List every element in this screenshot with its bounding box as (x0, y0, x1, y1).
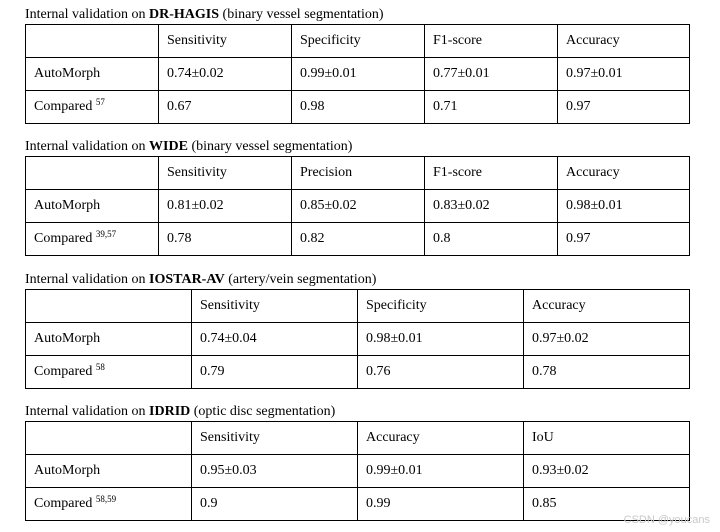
table-iostar-av (25, 289, 690, 389)
table-wide (25, 156, 690, 256)
value-cell: 0.99±0.01 (358, 455, 524, 488)
row-label: Compared $^{57}$ (26, 91, 159, 124)
table-row (26, 323, 690, 356)
value-cell: 0.67 (159, 91, 292, 124)
row-label: Compared $^{58,59}$ (26, 488, 192, 521)
value-cell: 0.97 (558, 223, 690, 256)
table-idrid (25, 421, 690, 521)
table-row (26, 223, 690, 256)
value-cell: 0.82 (292, 223, 425, 256)
value-cell: 0.97 (558, 91, 690, 124)
value-cell: 0.77±0.01 (425, 58, 558, 91)
value-cell: 0.85±0.02 (292, 190, 425, 223)
header-cell: Sensitivity (192, 422, 358, 455)
header-cell-empty (26, 422, 192, 455)
caption-prefix: Internal validation on (25, 7, 150, 22)
table-1-caption (25, 7, 384, 23)
value-cell: 0.93±0.02 (524, 455, 690, 488)
table-row (26, 488, 690, 521)
caption-suffix: (binary vessel segmentation) (187, 139, 353, 154)
value-cell: 0.97±0.01 (558, 58, 690, 91)
citation-ref: 57 (95, 97, 105, 107)
table-row (26, 58, 690, 91)
value-cell: 0.9 (192, 488, 358, 521)
dataset-name: IDRID (149, 404, 191, 419)
header-cell: Accuracy (358, 422, 524, 455)
value-cell: 0.85 (524, 488, 690, 521)
dataset-name: WIDE (149, 139, 188, 154)
header-cell-empty (26, 25, 159, 58)
value-cell: 0.78 (524, 356, 690, 389)
caption-prefix: Internal validation on (25, 272, 150, 287)
header-row (26, 25, 690, 58)
header-cell: Accuracy (524, 290, 690, 323)
value-cell: 0.97±0.02 (524, 323, 690, 356)
caption-suffix: (artery/vein segmentation) (224, 272, 377, 287)
header-cell: Sensitivity (159, 157, 292, 190)
header-cell: F1-score (425, 157, 558, 190)
value-cell: 0.71 (425, 91, 558, 124)
caption-prefix: Internal validation on (25, 404, 150, 419)
header-cell: Accuracy (558, 157, 690, 190)
value-cell: 0.98±0.01 (358, 323, 524, 356)
row-label: AutoMorph (26, 455, 192, 488)
header-cell-empty (26, 157, 159, 190)
table-row (26, 356, 690, 389)
header-cell: IoU (524, 422, 690, 455)
dataset-name: DR-HAGIS (149, 7, 220, 22)
value-cell: 0.98 (292, 91, 425, 124)
table-2-caption (25, 139, 352, 155)
table-dr-hagis (25, 24, 690, 124)
header-cell: Precision (292, 157, 425, 190)
value-cell: 0.99±0.01 (292, 58, 425, 91)
header-row (26, 422, 690, 455)
row-label: Compared $^{39,57}$ (26, 223, 159, 256)
header-cell: Accuracy (558, 25, 690, 58)
value-cell: 0.74±0.04 (192, 323, 358, 356)
caption-prefix: Internal validation on (25, 139, 150, 154)
table-row (26, 91, 690, 124)
header-cell-empty (26, 290, 192, 323)
citation-ref: 58 (95, 362, 105, 372)
value-cell: 0.81±0.02 (159, 190, 292, 223)
row-label: Compared $^{58}$ (26, 356, 192, 389)
value-cell: 0.79 (192, 356, 358, 389)
value-cell: 0.74±0.02 (159, 58, 292, 91)
header-cell: Sensitivity (192, 290, 358, 323)
citation-ref: 39,57 (95, 229, 117, 239)
value-cell: 0.83±0.02 (425, 190, 558, 223)
header-cell: Specificity (292, 25, 425, 58)
value-cell: 0.76 (358, 356, 524, 389)
table-row (26, 455, 690, 488)
header-cell: F1-score (425, 25, 558, 58)
header-cell: Specificity (358, 290, 524, 323)
row-label: AutoMorph (26, 323, 192, 356)
header-row (26, 157, 690, 190)
value-cell: 0.8 (425, 223, 558, 256)
citation-ref: 58,59 (95, 494, 117, 504)
value-cell: 0.95±0.03 (192, 455, 358, 488)
dataset-name: IOSTAR-AV (149, 272, 225, 287)
value-cell: 0.99 (358, 488, 524, 521)
value-cell: 0.98±0.01 (558, 190, 690, 223)
row-label: AutoMorph (26, 58, 159, 91)
header-cell: Sensitivity (159, 25, 292, 58)
table-4-caption (25, 404, 335, 420)
table-3-caption (25, 272, 376, 288)
header-row (26, 290, 690, 323)
row-label: AutoMorph (26, 190, 159, 223)
value-cell: 0.78 (159, 223, 292, 256)
watermark: CSDN @youcans (623, 514, 710, 526)
caption-suffix: (optic disc segmentation) (190, 404, 336, 419)
table-row (26, 190, 690, 223)
caption-suffix: (binary vessel segmentation) (219, 7, 384, 22)
